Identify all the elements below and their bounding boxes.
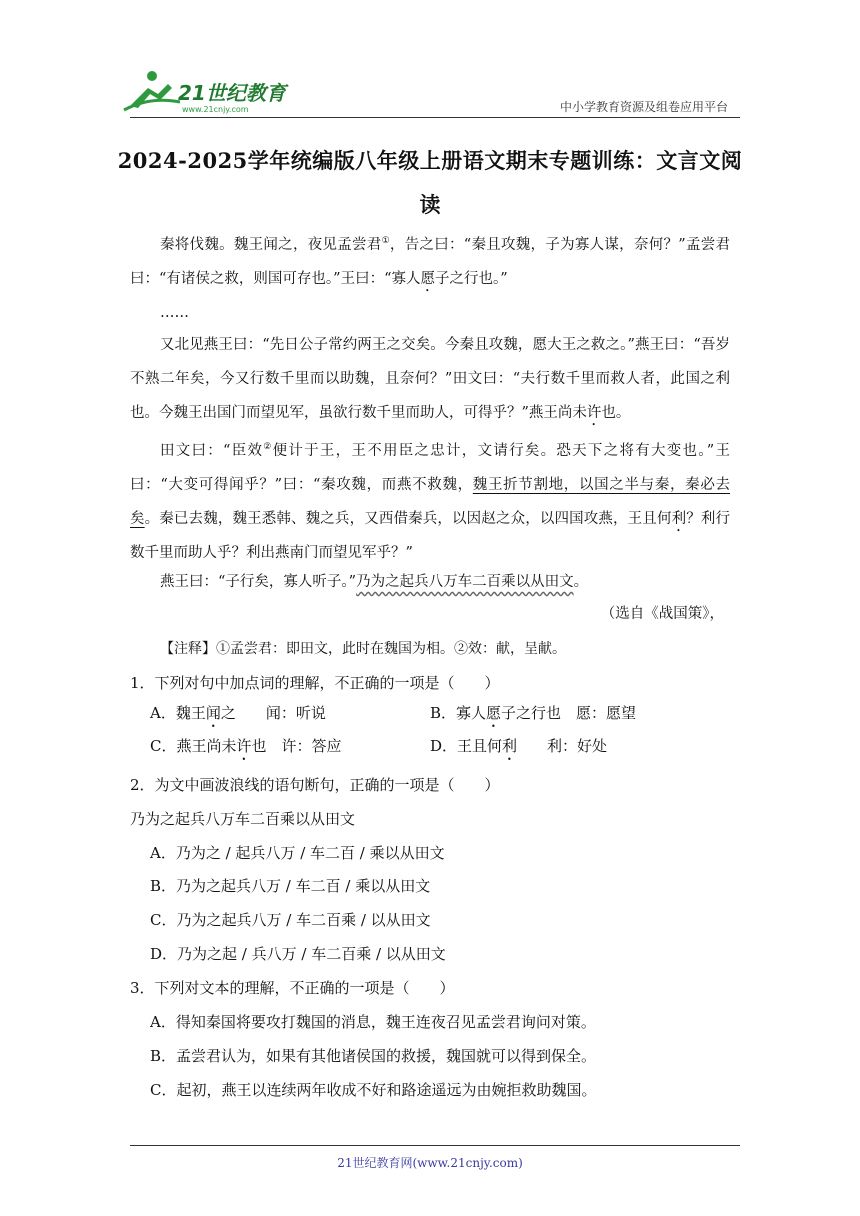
header-divider [130,117,740,118]
page-title-line2: 读 [419,192,441,217]
logo-url: www.21cnjy.com [182,105,249,114]
question-2-option-c: C．乃为之起兵八万 / 车二百乘 / 以从田文 [150,911,431,929]
question-3-option-a: A．得知秦国将要攻打魏国的消息，魏王连夜召见孟尝君询问对策。 [150,1013,596,1031]
runner-icon [124,71,180,110]
question-3-option-b: B．孟尝君认为，如果有其他诸侯国的救援，魏国就可以得到保全。 [150,1047,597,1065]
site-logo [120,66,290,116]
question-2-sentence: 乃为之起兵八万车二百乘以从田文 [130,810,356,828]
dotted-word: 许 [586,405,602,421]
annotation-notes: 【注释】①孟尝君：即田文，此时在魏国为相。②效：献，呈献。 [160,641,566,657]
question-1-option-a: A．魏王闻之 闻：听说 [150,704,326,722]
passage-paragraph-3: 田文曰：“臣效②便计于王，王不用臣之忠计，文请行矣。恐天下之将有大变也。”王曰：“大变可得闻乎？”曰：“秦攻魏，而燕不救魏，魏王折节割地，以国之半与秦，秦必去矣。秦已去魏，魏王悉韩、魏之兵，又西借秦兵，以因赵之众，以四国攻燕，王且何利？利行数千里而助人乎？利出燕南门而望见军乎？” [130,442,731,561]
question-3-option-c: C．起初，燕王以连续两年收成不好和路途遥远为由婉拒救助魏国。 [150,1081,597,1099]
question-2-stem: 2．为文中画波浪线的语句断句，正确的一项是（ ） [130,776,500,794]
underlined-sentence: 魏王折节割地，以国之半与秦，秦必去矣 [130,476,730,527]
wavy-underlined-sentence: 乃为之起兵八万车二百乘以从田文 [356,574,574,590]
question-2-option-b: B．乃为之起兵八万 / 车二百 / 乘以从田文 [150,877,431,895]
question-1-stem: 1．下列对句中加点词的理解，不正确的一项是（ ） [130,674,500,692]
question-1-option-d: D．王且何利 利：好处 [430,737,608,755]
footer-link[interactable]: 21世纪教育网(www.21cnjy.com) [337,1156,523,1170]
page-title-line1: 2024-2025学年统编版八年级上册语文期末专题训练：文言文阅 [117,148,743,173]
footer-divider [130,1145,740,1146]
passage-ellipsis: …… [160,305,189,321]
question-3-stem: 3．下列对文本的理解，不正确的一项是（ ） [130,979,455,997]
dotted-word: 愿 [420,270,435,287]
platform-name: 中小学教育资源及组卷应用平台 [559,100,728,114]
passage-paragraph-1: 秦将伐魏。魏王闻之，夜见孟尝君①，告之曰：“秦且攻魏，子为寡人谋，奈何？”孟尝君曰：“有诸侯之救，则国可存也。”王曰：“寡人愿子之行也。” [130,236,730,287]
question-2-option-d: D．乃为之起 / 兵八万 / 车二百乘 / 以从田文 [150,945,446,963]
question-1-option-c: C．燕王尚未许也 许：答应 [150,737,342,755]
passage-paragraph-4: 燕王曰：“子行矣，寡人听子。”乃为之起兵八万车二百乘以从田文。 [160,574,589,590]
dotted-word: 利 [671,510,687,527]
question-2-option-a: A．乃为之 / 起兵八万 / 车二百 / 乘以从田文 [150,844,445,862]
passage-paragraph-2: 又北见燕王曰：“先日公子常约两王之交矣。今秦且攻魏，愿大王之救之。”燕王曰：“吾岁不熟二年矣，今又行数千里而以助魏，且奈何？”田文曰：“夫行数千里而救人者，此国之利也。今魏王出国门而望见军，虽欲行数千里而助人，可得乎？”燕王尚未许也。 [130,337,730,421]
logo-text: 21世纪教育 [178,81,286,105]
passage-source: （选自《战国策》， [600,606,724,622]
question-1-option-b: B．寡人愿子之行也 愿：愿望 [430,704,637,722]
